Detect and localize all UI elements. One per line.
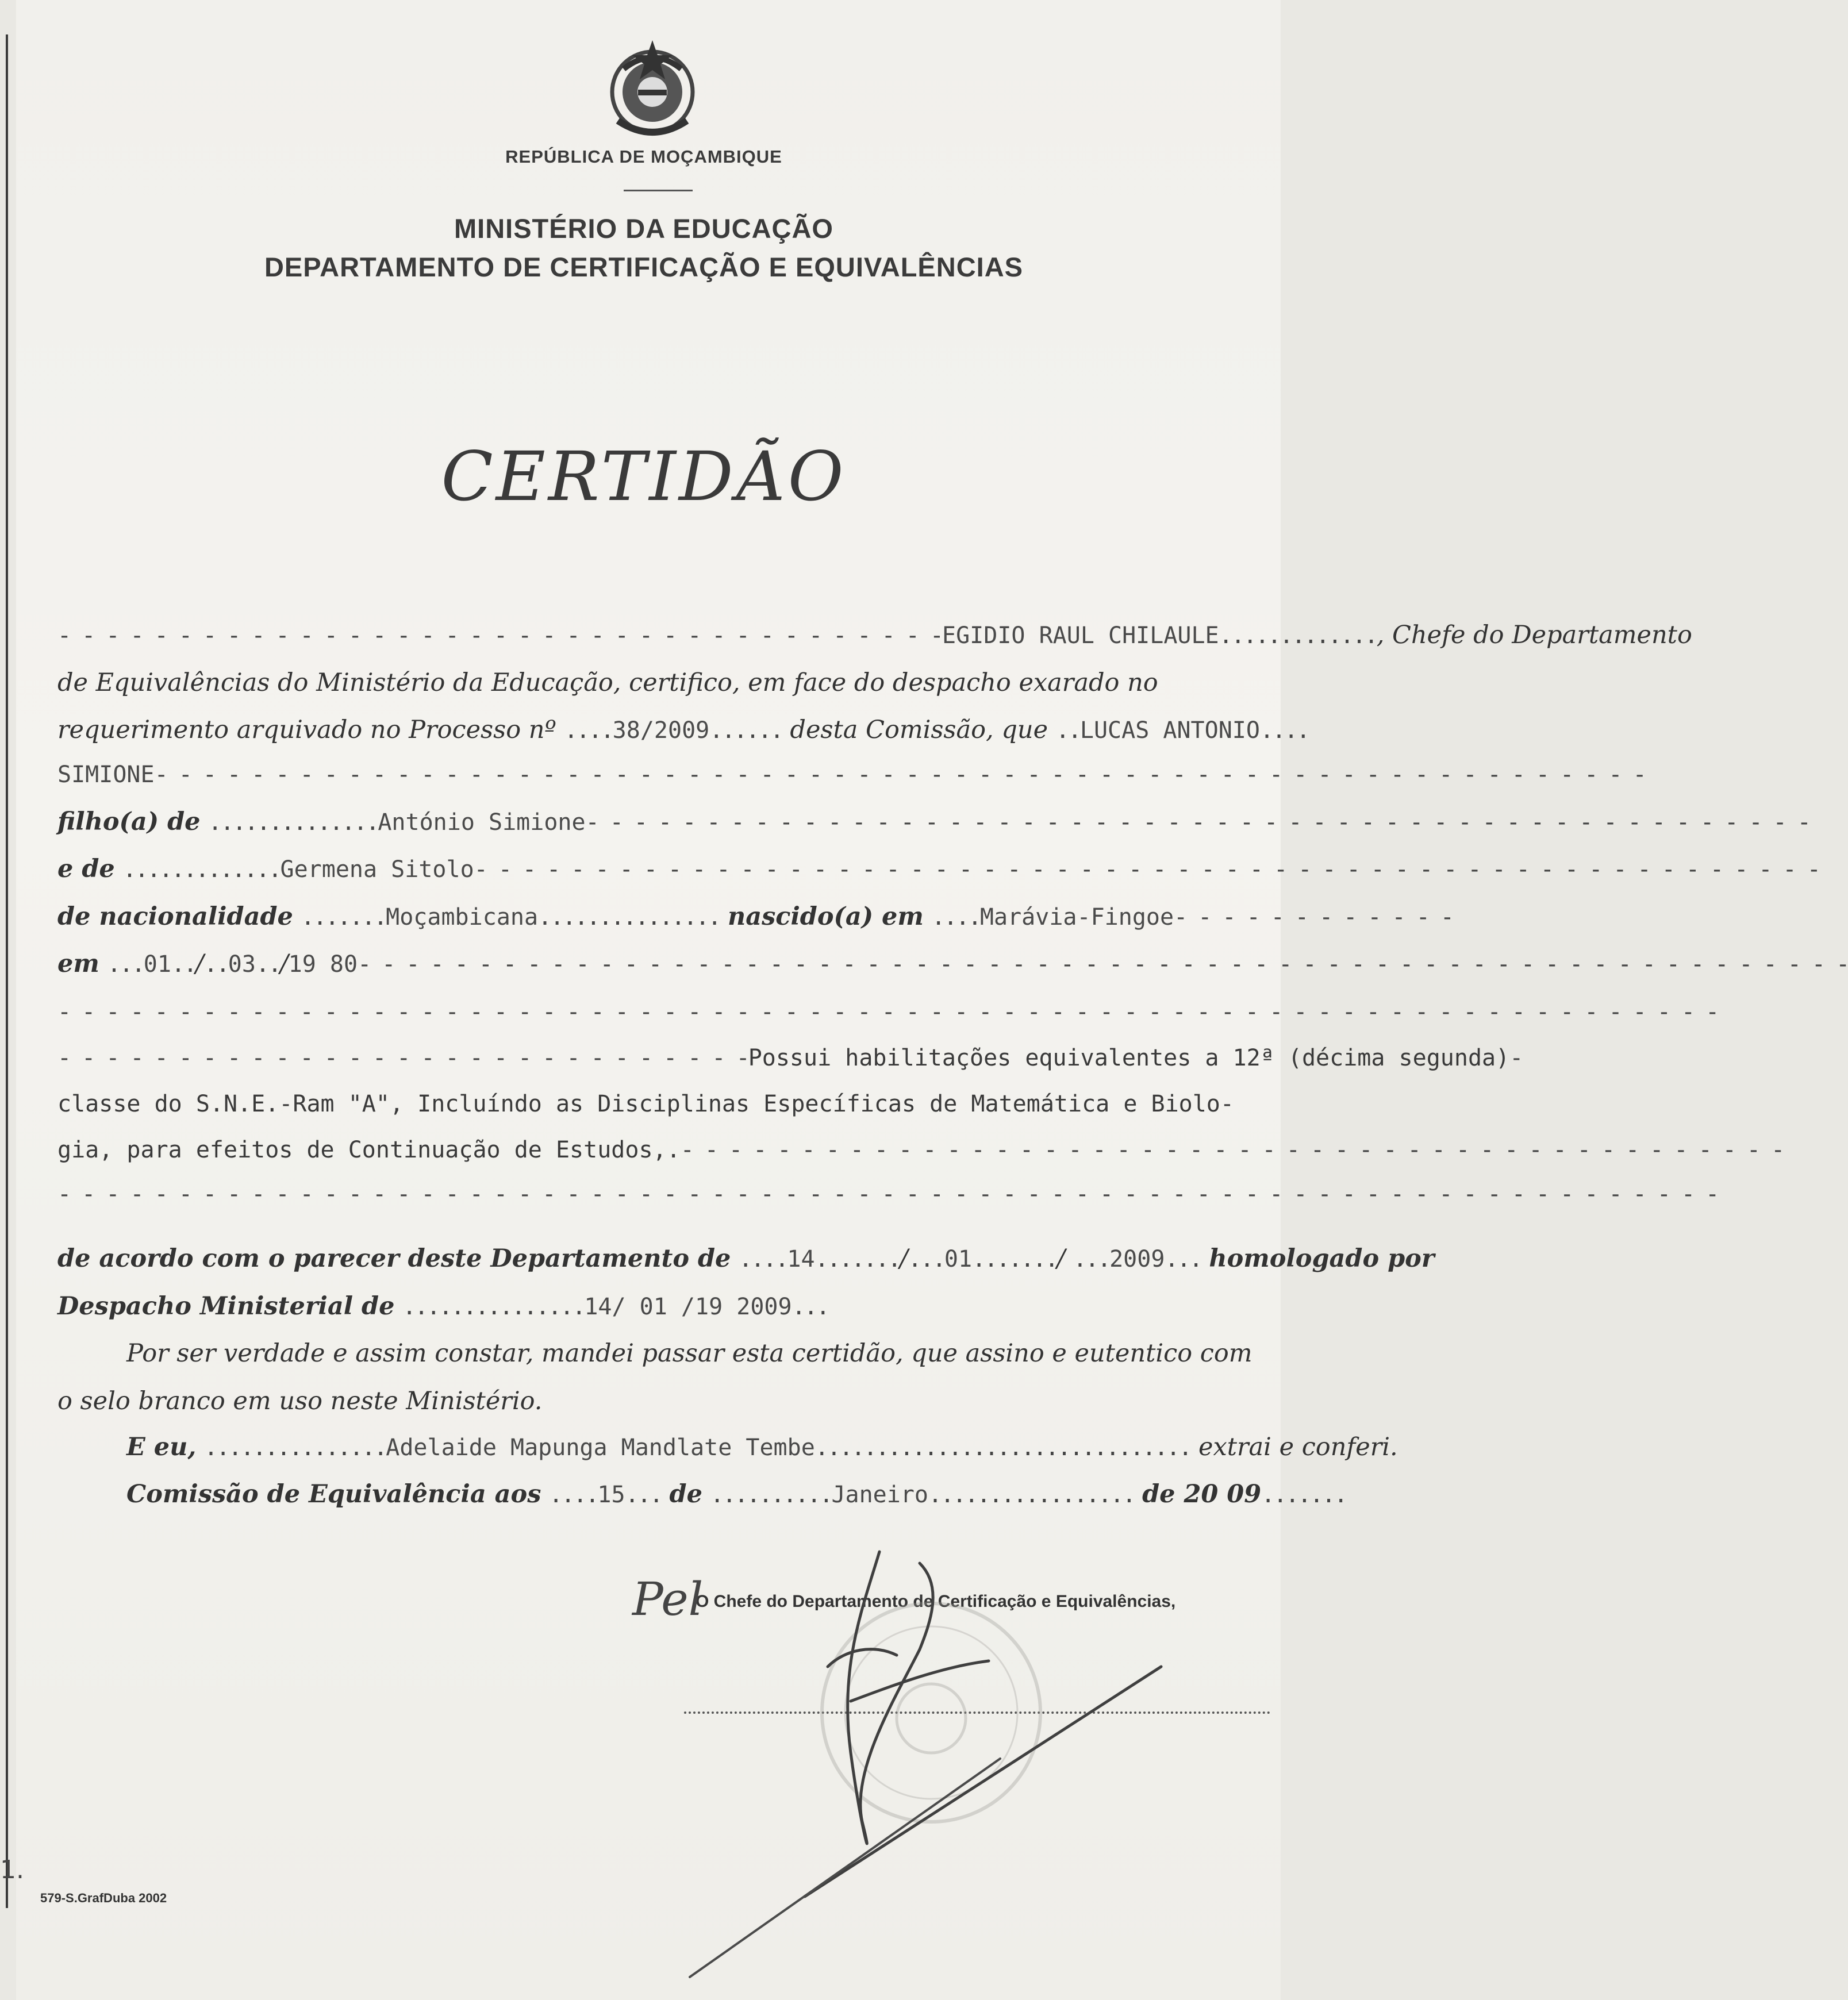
body-text: Comissão de Equivalência aos [126,1480,541,1509]
fill-dots: ............... [538,904,720,930]
body-line-8: em ...01../..03../19 80- - - - - - - - - - - - - - - - - - - - - - - - - - - - - - - - - - - - - - - - - - - - - - - - - - - - - - - - - - - - - - [57,949,1848,978]
field-label: em [57,949,99,978]
fill-dashes: - - - - - - - - - - - - - - - - - - - - - - - - - - - - - - - - - - - - - - - - - - - - - - - - - - - - - - - - - - - - - - [154,761,1645,788]
fill-dots: ................. [928,1482,1135,1508]
handwritten-pel: Pel [632,1572,704,1626]
fill-dashes: - - - - - - - - - - - - [1174,904,1453,930]
fill-dots: ....... [972,1246,1057,1272]
body-text: requerimento arquivado no Processo nº [57,716,556,744]
body-text: Despacho Ministerial de [57,1292,395,1321]
fill-dashes: - - - - - - - - - - - - - - - - - - - - - - - - - - - - - - - - - - - - - - - - - - - - - - - - - - - - - - - - - - - - - - - - - - - - - [57,1181,1718,1207]
fill-dots: ............... [402,1294,585,1320]
issue-year: de 20 09 [1142,1480,1262,1509]
handwritten-signature-icon [805,1552,1161,1897]
fill-dots: .... [564,717,613,744]
fill-dots: .. [171,951,196,978]
fill-dots: ............................... [814,1434,1191,1461]
body-text: desta Comissão, que [790,716,1048,744]
clerk-name: Adelaide Mapunga Mandlate Tembe [386,1434,815,1461]
fill-dots: .... [1259,717,1309,744]
field-label: de nacionalidade [57,902,293,931]
certifier-name: EGIDIO RAUL CHILAULE [942,622,1219,649]
body-text: homologado por [1209,1244,1435,1273]
fill-dots: ...... [709,717,782,744]
dispatch-date: 14/ 01 /19 2009 [584,1294,792,1320]
fill-dots: .... [739,1246,787,1272]
fill-dashes: - - - - - - - - - - - - - - - - - - - - - - - - - - - - - - - - - - - - - [57,622,942,649]
printer-mark: 579-S.GrafDuba 2002 [40,1891,167,1905]
fill-dots: ... [107,951,144,978]
body-text: de [669,1480,702,1509]
birth-year: 19 80 [288,951,358,978]
nationality: Moçambicana [386,904,539,930]
issue-month: Janeiro [831,1482,929,1508]
mother-name: Germena Sitolo [280,856,474,883]
field-label: e de [57,855,115,883]
qualification-text: classe do S.N.E.-Ram "A", Incluíndo as Disciplinas Específicas de Matemática e Biolo- [57,1091,1234,1117]
fill-dots: .. [255,951,281,978]
body-text: , Chefe do Departamento [1376,621,1692,649]
issue-day: 15 [597,1482,625,1508]
opinion-month: 01 [944,1246,973,1272]
fill-dots: ............. [122,856,281,883]
fill-dots: ....... [814,1246,900,1272]
body-line-14: de acordo com o parecer deste Departamento de ....14......./...01......./ ...2009... homologado por [57,1244,1435,1273]
fill-dashes: - - - - - - - - - - - - - - - - - - - - - - - - - - - - - - - - - - - - - - - - - - - - - - - - - - - - - - - - [474,856,1819,883]
department-name: DEPARTAMENTO DE CERTIFICAÇÃO E EQUIVALÊNCIAS [264,252,1024,282]
fill-dots: ... [1073,1246,1110,1272]
fill-dashes: - [1509,1045,1522,1071]
student-name-part-1: LUCAS ANTONIO [1079,717,1260,744]
birth-place: Marávia-Fingoe [979,904,1174,930]
qualification-text: Possui habilitações equivalentes a 12ª (décima segunda) [748,1045,1510,1071]
birth-month: 03 [228,951,256,978]
field-label: nascido(a) em [727,902,924,931]
fill-dashes: - - - - - - - - - - - - - - - - - - - - - - - - - - - - - - - - - - - - - - - - - - - - - - [680,1137,1784,1163]
body-line-2: de Equivalências do Ministério da Educação, certifico, em face do despacho exarado no [57,668,1158,697]
fill-dots: ... [792,1294,828,1320]
fill-dots: ... [908,1246,944,1272]
father-name: António Simione [378,809,586,836]
fill-dots: .. [1055,717,1080,744]
body-line-16: Por ser verdade e assim constar, mandei passar esta certidão, que assino e eutentico com [126,1339,1253,1368]
document-title: CERTIDÃO [441,437,847,516]
student-name-part-2: SIMIONE [57,761,155,788]
fill-dots: .......... [710,1482,832,1508]
fill-dots: ... [625,1482,662,1508]
fill-dots: ............... [204,1434,386,1461]
body-line-17: o selo branco em uso neste Ministério. [57,1387,543,1416]
qualification-text: gia, para efeitos de Continuação de Estudos,. [57,1137,681,1163]
fill-dashes: - - - - - - - - - - - - - - - - - - - - - - - - - - - - - [57,1045,748,1071]
opinion-day: 14 [787,1246,815,1272]
process-number: 38/2009 [612,717,710,744]
field-label: filho(a) de [57,807,201,836]
fill-dots: ............. [1219,622,1377,649]
signature-stroke [690,1759,1000,1977]
fill-dashes: - - - - - - - - - - - - - - - - - - - - - - - - - - - - - - - - - - - - - - - - - - - - - - - - - - - - - - - - - - - - - - - - - - - - - [57,999,1718,1025]
fill-dots: ... [1165,1246,1201,1272]
field-label: E eu, [126,1433,197,1461]
fill-dots: .. [203,951,228,978]
margin-mark: 1. [0,1855,24,1884]
signatory-title: O Chefe do Departamento de Certificação e Equivalências, [696,1592,1176,1611]
fill-dots: ....... [1261,1482,1346,1508]
opinion-year: 2009 [1109,1246,1165,1272]
body-text: de acordo com o parecer deste Departamento de [57,1244,731,1273]
republic-name: REPÚBLICA DE MOÇAMBIQUE [505,147,782,167]
fill-dots: ....... [301,904,386,930]
fill-dots: .... [931,904,980,930]
body-text: extrai e conferi. [1198,1433,1398,1461]
fill-dots: .............. [208,809,378,836]
birth-day: 01 [143,951,171,978]
fill-dashes: - - - - - - - - - - - - - - - - - - - - - - - - - - - - - - - - - - - - - - - - - - - - - - - - - - - - - - - - - - - - - - [358,951,1848,978]
fill-dots: .... [549,1482,598,1508]
fill-dashes: - - - - - - - - - - - - - - - - - - - - - - - - - - - - - - - - - - - - - - - - - - - - - - - - - - - [585,809,1809,836]
ministry-name: MINISTÉRIO DA EDUCAÇÃO [454,213,833,244]
